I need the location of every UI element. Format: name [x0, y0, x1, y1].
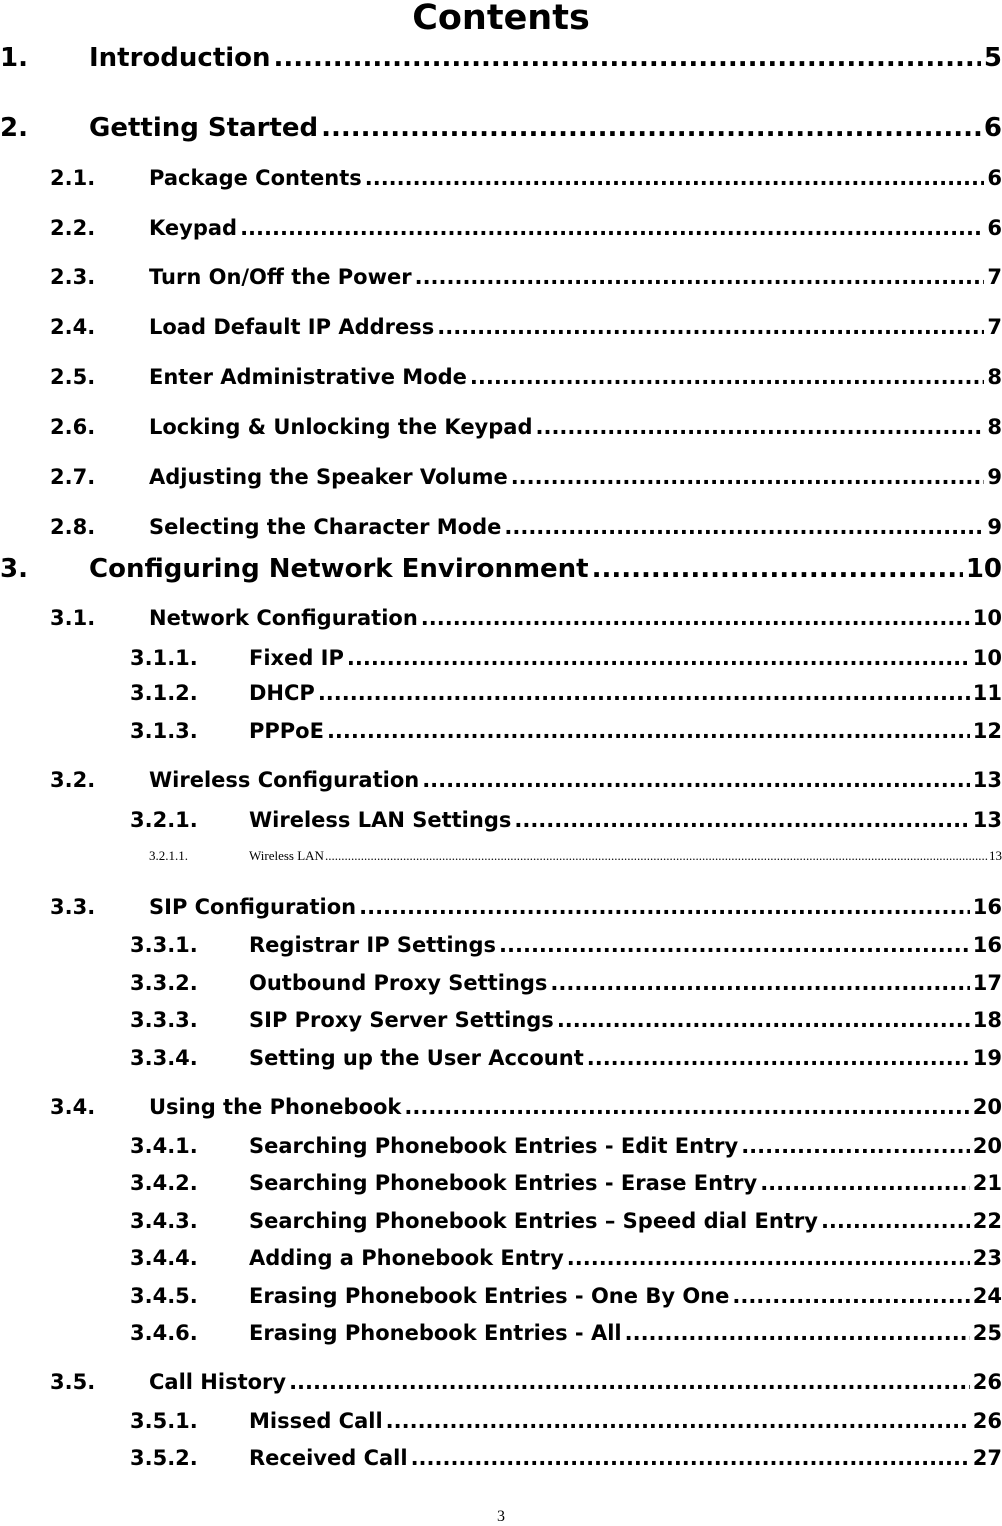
toc-title: Adjusting the Speaker Volume: [149, 465, 508, 489]
toc-entry[interactable]: [130, 1005, 1002, 1035]
toc-number: 3.1.2.: [130, 681, 198, 705]
toc-entry[interactable]: [130, 968, 1002, 998]
toc-entry[interactable]: [50, 163, 1002, 193]
toc-entry[interactable]: [50, 412, 1002, 442]
toc-number: 3.2.1.: [130, 808, 198, 832]
toc-leader-dots: [365, 163, 985, 193]
toc-leader-dots: [415, 262, 985, 292]
toc-leader-dots: [504, 512, 984, 542]
toc-title: Setting up the User Account: [249, 1046, 584, 1070]
toc-entry[interactable]: [130, 678, 1002, 708]
toc-leader-dots: [274, 40, 981, 76]
toc-page-number: 12: [972, 719, 1002, 743]
toc-number: 2.1.: [50, 166, 96, 190]
toc-page-number: 9: [987, 465, 1002, 489]
toc-entry[interactable]: [130, 716, 1002, 746]
toc-title: Searching Phonebook Entries - Erase Entry: [249, 1171, 758, 1195]
toc-entry[interactable]: [130, 1406, 1002, 1436]
toc-entry[interactable]: [130, 1443, 1002, 1473]
toc-number: 3.4.6.: [130, 1321, 198, 1345]
toc-page-number: 18: [972, 1008, 1002, 1032]
toc-page-number: 6: [987, 166, 1002, 190]
toc-leader-dots: [386, 1406, 970, 1436]
toc-number: 2.3.: [50, 265, 96, 289]
toc-entry[interactable]: [50, 1367, 1002, 1397]
toc-leader-dots: [289, 1367, 970, 1397]
toc-leader-dots: [732, 1281, 969, 1311]
toc-page-number: 24: [972, 1284, 1002, 1308]
toc-title: Erasing Phonebook Entries - One By One: [249, 1284, 730, 1308]
toc-entry[interactable]: [130, 1281, 1002, 1311]
toc-entry[interactable]: [50, 512, 1002, 542]
toc-number: 3.4.: [50, 1095, 96, 1119]
toc-page-number: 8: [987, 415, 1002, 439]
toc-title: Searching Phonebook Entries – Speed dial Entry: [249, 1209, 818, 1233]
toc-entry[interactable]: [50, 892, 1002, 922]
toc-page-number: 22: [972, 1209, 1002, 1233]
toc-number: 3.1.3.: [130, 719, 198, 743]
toc-title: Turn On/Off the Power: [149, 265, 412, 289]
toc-leader-dots: [511, 462, 985, 492]
toc-leader-dots: [411, 1443, 970, 1473]
toc-entry[interactable]: [50, 765, 1002, 795]
toc-number: 3.: [0, 554, 28, 584]
toc-page-number: 6: [983, 113, 1002, 143]
toc-entry[interactable]: [0, 551, 1002, 587]
toc-leader-dots: [587, 1043, 970, 1073]
toc-title: PPPoE: [249, 719, 324, 743]
toc-leader-dots: [240, 213, 984, 243]
toc-entry[interactable]: [130, 1043, 1002, 1073]
toc-title: Locking & Unlocking the Keypad: [149, 415, 533, 439]
toc-title: SIP Proxy Server Settings: [249, 1008, 554, 1032]
toc-title: SIP Configuration: [149, 895, 357, 919]
toc-number: 2.4.: [50, 315, 96, 339]
toc-entry[interactable]: [50, 1092, 1002, 1122]
toc-title: Received Call: [249, 1446, 408, 1470]
toc-entry[interactable]: [50, 362, 1002, 392]
toc-leader-dots: [625, 1318, 970, 1348]
toc-title: Searching Phonebook Entries - Edit Entry: [249, 1134, 739, 1158]
toc-number: 3.4.2.: [130, 1171, 198, 1195]
toc-title: Registrar IP Settings: [249, 933, 497, 957]
toc-page-number: 20: [972, 1134, 1002, 1158]
toc-leader-dots: [536, 412, 985, 442]
toc-number: 3.3.2.: [130, 971, 198, 995]
toc-title: Missed Call: [249, 1409, 383, 1433]
toc-leader-dots: [550, 968, 969, 998]
toc-page-number: 21: [972, 1171, 1002, 1195]
toc-leader-dots: [327, 716, 970, 746]
toc-leader-dots: [514, 805, 969, 835]
toc-number: 2.: [0, 113, 28, 143]
toc-page-number: 23: [972, 1246, 1002, 1270]
toc-title: Selecting the Character Mode: [149, 515, 502, 539]
toc-entry[interactable]: [130, 643, 1002, 673]
toc-leader-dots: [359, 892, 970, 922]
toc-leader-dots: [592, 551, 963, 587]
toc-page-number: 13: [972, 808, 1002, 832]
toc-number: 3.2.1.1.: [149, 848, 188, 863]
page-number-footer: 3: [497, 1508, 505, 1525]
toc-number: 3.4.4.: [130, 1246, 198, 1270]
toc-number: 3.2.: [50, 768, 96, 792]
toc-number: 3.3.4.: [130, 1046, 198, 1070]
toc-entry[interactable]: [50, 603, 1002, 633]
toc-leader-dots: [821, 1206, 970, 1236]
toc-title: Keypad: [149, 216, 238, 240]
toc-number: 3.4.1.: [130, 1134, 198, 1158]
toc-number: 2.8.: [50, 515, 96, 539]
toc-leader-dots: [760, 1168, 970, 1198]
toc-number: 3.5.2.: [130, 1446, 198, 1470]
toc-leader-dots: [567, 1243, 970, 1273]
toc-page-number: 6: [987, 216, 1002, 240]
toc-number: 2.7.: [50, 465, 96, 489]
toc-number: 2.5.: [50, 365, 96, 389]
toc-page-number: 16: [972, 895, 1002, 919]
toc-entry[interactable]: [130, 1206, 1002, 1236]
toc-title: Package Contents: [149, 166, 362, 190]
toc-entry[interactable]: [50, 262, 1002, 292]
toc-number: 3.1.1.: [130, 646, 198, 670]
toc-leader-dots: [437, 312, 984, 342]
toc-title: Fixed IP: [249, 646, 344, 670]
toc-entry[interactable]: [130, 1243, 1002, 1273]
toc-leader-dots: [321, 110, 981, 146]
toc-number: 3.3.1.: [130, 933, 198, 957]
toc-number: 2.2.: [50, 216, 96, 240]
toc-page-number: 13: [989, 848, 1002, 863]
toc-title: Introduction: [89, 43, 271, 73]
toc-entry[interactable]: [0, 40, 1002, 76]
toc-page-number: 10: [972, 606, 1002, 630]
toc-title: Network Configuration: [149, 606, 418, 630]
toc-number: 3.1.: [50, 606, 96, 630]
toc-page-number: 8: [987, 365, 1002, 389]
toc-leader-dots: [318, 678, 970, 708]
toc-title: DHCP: [249, 681, 315, 705]
toc-title: Erasing Phonebook Entries - All: [249, 1321, 622, 1345]
toc-leader-dots: [325, 847, 988, 865]
toc-page-number: 26: [972, 1370, 1002, 1394]
toc-page-number: 26: [972, 1409, 1002, 1433]
toc-title: Wireless LAN Settings: [249, 808, 512, 832]
toc-title: Wireless LAN: [249, 848, 324, 863]
toc-leader-dots: [421, 603, 970, 633]
toc-page-number: 5: [983, 43, 1002, 73]
toc-page-number: 20: [972, 1095, 1002, 1119]
toc-page-number: 25: [972, 1321, 1002, 1345]
toc-entry[interactable]: [0, 110, 1002, 146]
toc-page-number: 19: [972, 1046, 1002, 1070]
toc-page-number: 17: [972, 971, 1002, 995]
toc-title: Call History: [149, 1370, 287, 1394]
toc-title: Wireless Configuration: [149, 768, 420, 792]
toc-title: Getting Started: [89, 113, 319, 143]
toc-title: Load Default IP Address: [149, 315, 435, 339]
toc-entry[interactable]: [50, 312, 1002, 342]
toc-number: 3.5.1.: [130, 1409, 198, 1433]
toc-entry[interactable]: [130, 1318, 1002, 1348]
toc-number: 1.: [0, 43, 28, 73]
toc-entry[interactable]: [50, 213, 1002, 243]
toc-entry[interactable]: [50, 462, 1002, 492]
toc-leader-dots: [347, 643, 970, 673]
toc-title: Outbound Proxy Settings: [249, 971, 548, 995]
toc-title: Configuring Network Environment: [89, 554, 589, 584]
toc-entry[interactable]: [130, 1168, 1002, 1198]
toc-leader-dots: [499, 930, 970, 960]
toc-number: 3.4.5.: [130, 1284, 198, 1308]
toc-title: Adding a Phonebook Entry: [249, 1246, 564, 1270]
toc-title: Enter Administrative Mode: [149, 365, 467, 389]
toc-number: 3.5.: [50, 1370, 96, 1394]
toc-entry[interactable]: [149, 847, 1002, 865]
toc-page-number: 16: [972, 933, 1002, 957]
toc-page-number: 11: [972, 681, 1002, 705]
toc-leader-dots: [422, 765, 970, 795]
toc-leader-dots: [470, 362, 984, 392]
toc-leader-dots: [404, 1092, 969, 1122]
toc-page-number: 7: [987, 265, 1002, 289]
toc-page-number: 9: [987, 515, 1002, 539]
toc-page-number: 10: [965, 554, 1002, 584]
toc-number: 2.6.: [50, 415, 96, 439]
toc-entry[interactable]: [130, 930, 1002, 960]
toc-leader-dots: [741, 1131, 970, 1161]
toc-page-number: 7: [987, 315, 1002, 339]
toc-entry[interactable]: [130, 805, 1002, 835]
toc-number: 3.3.3.: [130, 1008, 198, 1032]
toc-leader-dots: [557, 1005, 970, 1035]
toc-page-number: 27: [972, 1446, 1002, 1470]
toc-number: 3.4.3.: [130, 1209, 198, 1233]
page-title: Contents: [412, 0, 590, 38]
toc-title: Using the Phonebook: [149, 1095, 402, 1119]
toc-page-number: 13: [972, 768, 1002, 792]
toc-page-number: 10: [972, 646, 1002, 670]
toc-entry[interactable]: [130, 1131, 1002, 1161]
toc-number: 3.3.: [50, 895, 96, 919]
